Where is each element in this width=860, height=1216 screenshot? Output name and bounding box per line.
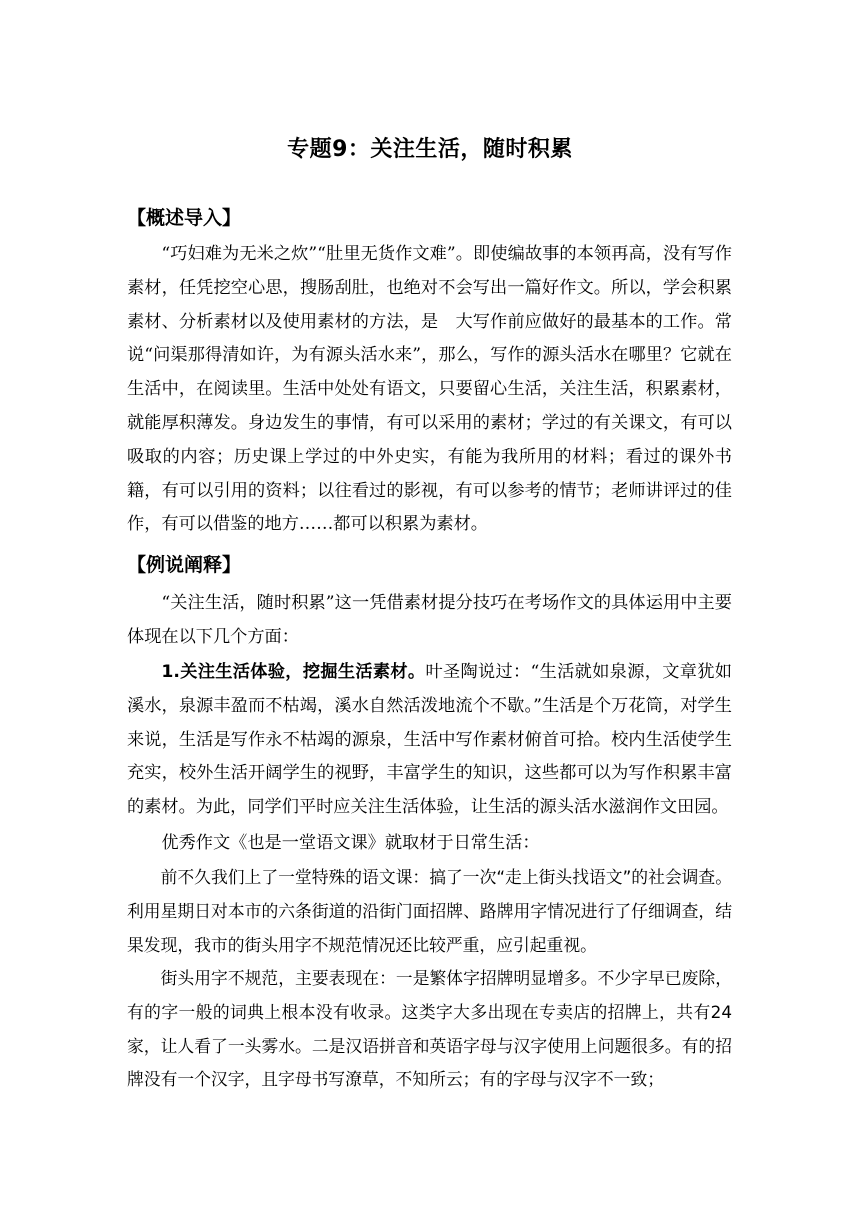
- point-1-body: 叶圣陶说过：“生活就如泉源，文章犹如溪水，泉源丰盈而不枯竭，溪水自然活泼地流个不歇。”生活是个万花筒，对学生来说，生活是写作永不枯竭的源泉，生活中写作素材俯首可拾。校内生活使学生充实，校外生活开阔学生的视野，丰富学生的知识，这些都可以为写作积累丰富的素材。为此，同学们平时应关注生活体验，让生活的源头活水滋润作文田园。: [127, 662, 732, 818]
- examples-intro-paragraph: “关注生活，随时积累”这一凭借素材提分技巧在考场作文的具体运用中主要体现在以下几个方面：: [127, 593, 732, 647]
- page-title: 专题9：关注生活，随时积累: [287, 137, 573, 162]
- section-heading-overview: 【概述导入】: [127, 207, 242, 229]
- example-intro-paragraph: 优秀作文《也是一堂语文课》就取材于日常生活：: [161, 833, 540, 853]
- section-heading-examples: 【例说阐释】: [127, 554, 242, 576]
- excerpt-paragraph-1: 前不久我们上了一堂特殊的语文课：搞了一次“走上街头找语文”的社会调查。利用星期日对本市的六条街道的沿街门面招牌、路牌用字情况进行了仔细调查，结果发现，我市的街头用字不规范情况还比较严重，应引起重视。: [127, 867, 732, 955]
- point-1-paragraph: [127, 656, 732, 825]
- overview-paragraph: “巧妇难为无米之炊”“肚里无货作文难”。即使编故事的本领再高，没有写作素材，任凭挖空心思，搜肠刮肚，也绝对不会写出一篇好作文。所以，学会积累素材、分析素材以及使用素材的方法，是 大写作前应做好的最基本的工作。常说“问渠那得清如许，为有源头活水来”，那么，写作的源头活水在哪里？它就在生活中，在阅读里。生活中处处有语文，只要留心生活，关注生活，积累素材，就能厚积薄发。身边发生的事情，有可以采用的素材；学过的有关课文，有可以吸取的内容；历史课上学过的中外史实，有能为我所用的材料；看过的课外书籍，有可以引用的资料；以往看过的影视，有可以参考的情节；老师讲评过的佳作，有可以借鉴的地方……都可以积累为素材。: [127, 244, 732, 535]
- point-1-lead: 1.关注生活体验，挖掘生活素材。: [161, 662, 426, 682]
- excerpt-paragraph-2: 街头用字不规范，主要表现在：一是繁体字招牌明显增多。不少字早已废除，有的字一般的词典上根本没有收录。这类字大多出现在专卖店的招牌上，共有24家，让人看了一头雾水。二是汉语拼音和英语字母与汉字使用上问题很多。有的招牌没有一个汉字，且字母书写潦草，不知所云；有的字母与汉字不一致；: [127, 968, 732, 1090]
